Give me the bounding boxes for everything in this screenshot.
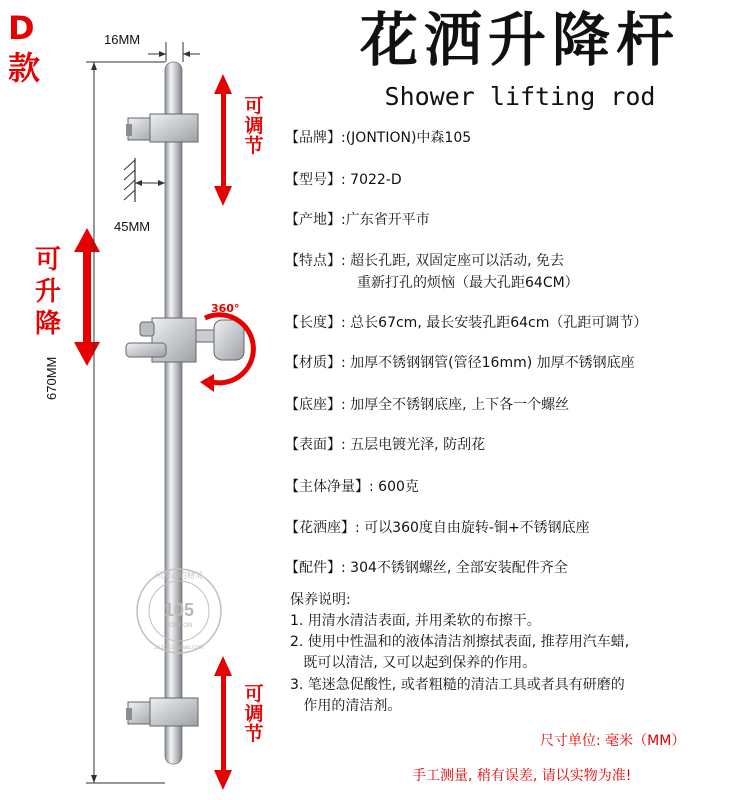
care-line: 2. 使用中性温和的液体清洁剂擦拭表面, 推荐用汽车蜡, bbox=[290, 634, 630, 650]
watermark-ring-text: 风舞动的精灵 bbox=[155, 571, 203, 580]
diameter-dimension bbox=[148, 42, 200, 62]
adjust-arrow-bottom bbox=[214, 656, 232, 790]
adjustable-callout-bottom: 可 调 节 bbox=[244, 683, 264, 745]
variant-letter: D bbox=[8, 9, 35, 47]
spec-holder: 【花洒座】: 可以360度自由旋转-铜+不锈钢底座 bbox=[285, 520, 590, 536]
care-title: 保养说明: bbox=[290, 592, 351, 608]
care-line: 既可以清洁, 又可以起到保养的作用。 bbox=[290, 655, 537, 671]
page-subtitle: Shower lifting rod bbox=[384, 82, 656, 111]
page-title: 花洒升降杆 bbox=[359, 6, 680, 74]
top-bracket bbox=[126, 114, 198, 142]
spec-base: 【底座】: 加厚全不锈钢底座, 上下各一个螺丝 bbox=[285, 397, 570, 413]
adjustable-callout-top: 可 调 节 bbox=[244, 95, 264, 157]
diameter-label: 16MM bbox=[104, 32, 141, 47]
watermark-number: 105 bbox=[163, 600, 195, 620]
watermark-seal bbox=[134, 566, 224, 656]
unit-note: 尺寸单位: 毫米（MM） bbox=[540, 733, 686, 749]
liftable-callout: 可 升 降 bbox=[34, 245, 61, 339]
spec-origin: 【产地】:广东省开平市 bbox=[285, 212, 430, 228]
care-line: 作用的清洁剂。 bbox=[290, 698, 402, 714]
care-line: 1. 用清水清洁表面, 并用柔软的布擦干。 bbox=[290, 613, 541, 629]
adjust-arrow-top bbox=[214, 74, 232, 206]
wall-offset-label: 45MM bbox=[114, 219, 151, 234]
spec-material: 【材质】: 加厚不锈钢钢管(管径16mm) 加厚不锈钢底座 bbox=[285, 355, 635, 371]
rod bbox=[165, 62, 182, 764]
rotation-label: 360° bbox=[211, 302, 240, 315]
bottom-bracket bbox=[126, 698, 198, 726]
spec-model: 【型号】: 7022-D bbox=[285, 172, 402, 188]
care-line: 3. 笔迷急促酸性, 或者粗糙的清洁工具或者具有研磨的 bbox=[290, 677, 625, 693]
wall-offset-dimension bbox=[124, 158, 165, 202]
spec-weight: 【主体净量】: 600克 bbox=[285, 479, 419, 495]
spec-brand: 【品牌】:(JONTION)中森105 bbox=[285, 130, 472, 146]
spec-length: 【长度】: 总长67cm, 最长安装孔距64cm（孔距可调节） bbox=[285, 315, 648, 331]
variant-suffix: 款 bbox=[8, 49, 41, 87]
spec-accessories: 【配件】: 304不锈钢螺丝, 全部安装配件齐全 bbox=[285, 560, 568, 576]
spec-surface: 【表面】: 五层电镀光泽, 防刮花 bbox=[285, 437, 486, 453]
disclaimer: 手工测量, 稍有误差, 请以实物为准! bbox=[412, 768, 632, 784]
spec-features: 【特点】: 超长孔距, 双固定座可以活动, 免去 bbox=[285, 253, 564, 269]
watermark-url: zs105.taobao.com bbox=[154, 645, 204, 651]
shower-holder bbox=[126, 318, 244, 362]
spec-features-cont: 重新打孔的烦恼（最大孔距64CM） bbox=[357, 275, 579, 291]
height-label: 670MM bbox=[44, 356, 59, 400]
height-dimension bbox=[86, 62, 165, 783]
watermark-brand: JONTION bbox=[165, 623, 193, 629]
lift-arrow bbox=[74, 228, 100, 366]
